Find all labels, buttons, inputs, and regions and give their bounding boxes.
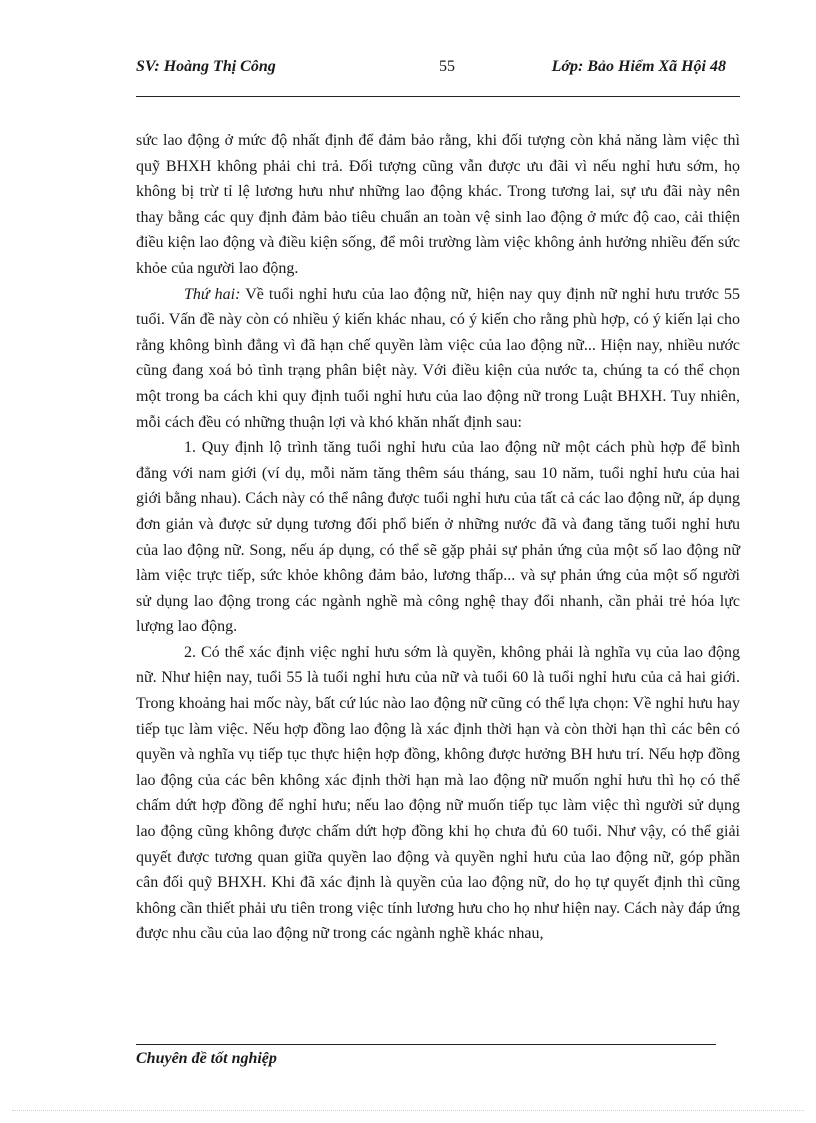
paragraph-continuation: sức lao động ở mức độ nhất định để đảm bảo rằng, khi đối tượng còn khả năng làm việc thì quỹ BHXH không phải chi trả. Đối tượng cũng vẫn được ưu đãi vì nếu nghỉ hưu sớm, họ không bị trừ tỉ lệ lương hưu như những lao động khác. Trong tương lai, sự ưu đãi này nên thay bằng các quy định đảm bảo tiêu chuẩn an toàn vệ sinh lao động ở mức độ cao, cải thiện điều kiện lao động và điều kiện sống, để môi trường làm việc không ảnh hưởng nhiều đến sức khỏe của người lao động. bbox=[136, 132, 740, 277]
paragraph-option-2: 2. Có thể xác định việc nghỉ hưu sớm là quyền, không phải là nghĩa vụ của lao động nữ. Như hiện nay, tuổi 55 là tuổi nghỉ hưu của nữ và tuổi 60 là tuổi nghỉ hưu của cả hai giới. Trong khoảng hai mốc này, bất cứ lúc nào lao động nữ cũng có thể lựa chọn: Về nghỉ hưu hay tiếp tục làm việc. Nếu hợp đồng lao động là xác định thời hạn và còn thời hạn thì các bên có quyền và nghĩa vụ tiếp tục thực hiện hợp đồng, không được hưởng BH hưu trí. Nếu hợp đồng lao động của các bên không xác định thời hạn mà lao động nữ muốn nghỉ hưu thì họ có thể chấm dứt hợp đồng để nghỉ hưu; nếu lao động nữ muốn tiếp tục làm việc thì người sử dụng lao động cũng không được chấm dứt hợp đồng khi họ chưa đủ 60 tuổi. Như vậy, có thể giải quyết được tương quan giữa quyền lao động và quyền nghỉ hưu của lao động nữ, góp phần cân đối quỹ BHXH. Khi đã xác định là quyền của lao động nữ, do họ tự quyết định thì cũng không cần thiết phải ưu tiên trong việc tính lương hưu cho họ như hiện nay. Cách này đáp ứng được nhu cầu của lao động nữ trong các ngành nghề khác nhau, bbox=[136, 643, 740, 943]
paragraph-text: Về tuổi nghỉ hưu của lao động nữ, hiện nay quy định nữ nghỉ hưu trước 55 tuổi. Vấn đề này còn có nhiều ý kiến khác nhau, có ý kiến cho rằng phù hợp, có ý kiến lại cho rằng không bình đẳng vì đã hạn chế quyền làm việc của lao động nữ... Hiện nay, nhiều nước cũng đang xoá bỏ tình trạng phân biệt này. Với điều kiện của nước ta, chúng ta có thể chọn một trong ba cách khi quy định tuổi nghỉ hưu của lao động nữ trong Luật BHXH. Tuy nhiên, mỗi cách đều có những thuận lợi và khó khăn nhất định sau: bbox=[136, 285, 740, 431]
paragraph-second-point bbox=[136, 282, 740, 436]
footer-divider bbox=[136, 1044, 716, 1045]
class-name: Lớp: Bảo Hiểm Xã Hội 48 bbox=[551, 58, 726, 75]
page-number: 55 bbox=[439, 58, 455, 75]
student-name: SV: Hoàng Thị Công bbox=[136, 58, 276, 75]
paragraph-option-1: 1. Quy định lộ trình tăng tuổi nghỉ hưu của lao động nữ một cách phù hợp để bình đẳng với nam giới (ví dụ, mỗi năm tăng thêm sáu tháng, sau 10 năm, tuổi nghỉ hưu của hai giới bằng nhau). Cách này có thể nâng được tuổi nghỉ hưu của tất cả các lao động nữ, áp dụng đơn giản và được sử dụng tương đối phổ biến ở những nước đã và đang tăng tuổi nghỉ hưu của lao động nữ. Song, nếu áp dụng, có thể sẽ gặp phải sự phản ứng của một số lao động nữ làm việc trực tiếp, sức khỏe không đảm bảo, lương thấp... và sự phản ứng của một số người sử dụng lao động trong các ngành nghề mà công nghệ thay đổi nhanh, cần phải trẻ hóa lực lượng lao động. bbox=[136, 439, 740, 636]
page-edge-dotted-line bbox=[12, 1110, 804, 1111]
header-divider bbox=[136, 96, 740, 97]
page-body bbox=[136, 128, 740, 947]
page-footer: Chuyên đề tốt nghiệp bbox=[136, 1050, 277, 1067]
paragraph-lead: Thứ hai: bbox=[184, 285, 241, 303]
page-header bbox=[136, 58, 740, 80]
